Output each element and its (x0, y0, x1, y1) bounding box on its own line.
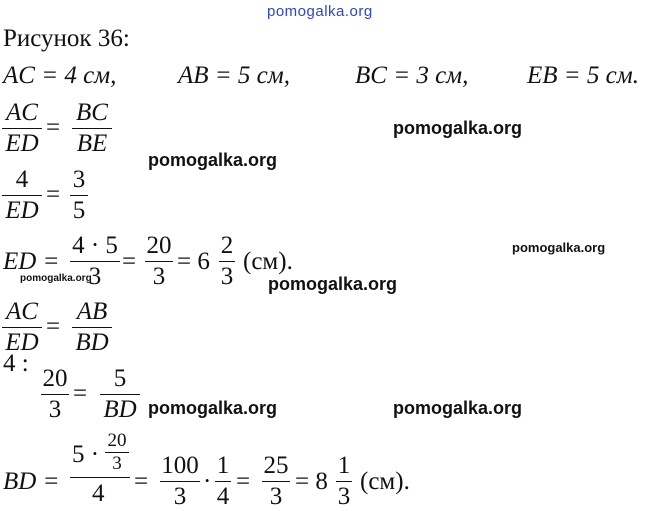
denominator: 3 (173, 483, 187, 510)
fraction-bar (262, 481, 290, 482)
compound-fraction-bar (70, 477, 130, 478)
fraction-20-3 (41, 365, 69, 424)
multiply-dot: · (203, 468, 212, 495)
denominator: 3 (269, 483, 283, 510)
given-ab: AB = 5 см, (178, 62, 290, 89)
equals-six: = 6 (177, 248, 210, 275)
denominator: ED (5, 130, 39, 157)
numerator: 20 (42, 365, 68, 392)
numerator: AB (76, 298, 108, 325)
denominator: 4 (216, 483, 230, 510)
fraction-bar (219, 261, 235, 262)
watermark: pomogalka.org (393, 118, 523, 138)
denominator: 3 (337, 483, 351, 510)
fraction-bar (72, 128, 112, 129)
numerator: 100 (161, 452, 199, 479)
equals-eight: = 8 (295, 468, 328, 495)
numerator: 20 (146, 232, 172, 259)
equals-sign: = (46, 181, 61, 208)
fraction-bar (70, 195, 88, 196)
numerator: AC (6, 99, 38, 126)
fraction-4x5-3 (70, 232, 120, 291)
numerator: 5 (113, 365, 127, 392)
denominator: BE (76, 130, 108, 157)
denominator: BD (103, 396, 137, 423)
fraction-100-3 (160, 452, 200, 511)
fraction-ac-ed (2, 298, 42, 357)
fraction-1-4 (215, 452, 231, 511)
fraction-bar (70, 261, 120, 262)
numerator: 4 (15, 166, 29, 193)
compound-denominator: 4 (92, 480, 105, 507)
given-bc: BC = 3 см, (355, 62, 469, 89)
fraction-4-ed (2, 166, 42, 225)
equals-sign: = (73, 380, 88, 407)
fraction-25-3 (262, 452, 290, 511)
equals-sign: = (46, 313, 61, 340)
numerator: 2 (220, 232, 234, 259)
numerator: 20 (107, 430, 127, 451)
watermark: pomogalka.org (512, 240, 606, 255)
denominator: 3 (112, 453, 122, 474)
denominator: 3 (152, 263, 166, 290)
equals-sign: = (236, 468, 251, 495)
watermark: pomogalka.org (393, 398, 523, 418)
fraction-bar (215, 481, 231, 482)
denominator: 5 (72, 197, 86, 224)
numerator: 25 (263, 452, 289, 479)
numerator: BC (76, 99, 108, 126)
numerator: 1 (216, 452, 230, 479)
numerator: 1 (337, 452, 351, 479)
watermark: pomogalka.org (148, 398, 278, 418)
fraction-bar (2, 195, 42, 196)
equals-sign: = (134, 468, 149, 495)
unit-label: (см). (360, 468, 410, 495)
figure-title: Рисунок 36: (3, 25, 130, 52)
watermark-top: pomogalka.org (267, 3, 373, 20)
given-ac: AC = 4 см, (3, 62, 117, 89)
fraction-bc-be (72, 99, 112, 158)
watermark: pomogalka.org (148, 150, 278, 170)
fraction-bar (160, 481, 200, 482)
denominator: ED (5, 329, 39, 356)
fraction-bar (336, 481, 352, 482)
compound-numerator-left: 5 · (72, 441, 100, 468)
denominator: 3 (48, 396, 62, 423)
numerator: 4 · 5 (72, 232, 118, 259)
fraction-bar (41, 394, 69, 395)
watermark: pomogalka.org (268, 274, 398, 294)
equals-sign: = (122, 248, 137, 275)
denominator: BD (75, 329, 109, 356)
fraction-bar (100, 394, 140, 395)
equals-sign: = (46, 114, 61, 141)
given-eb: EB = 5 см. (527, 62, 639, 89)
mixed-fraction-2-3 (219, 232, 235, 291)
fraction-ac-ed (2, 99, 42, 158)
fraction-bar (2, 327, 42, 328)
numerator: 3 (72, 166, 86, 193)
fraction-bar (72, 327, 112, 328)
denominator: 3 (88, 263, 102, 290)
fraction-bar (2, 128, 42, 129)
denominator: ED (5, 197, 39, 224)
bd-label: BD = (3, 468, 60, 495)
fraction-ab-bd (72, 298, 112, 357)
inner-fraction-20-3 (105, 431, 129, 474)
watermark: pomogalka.org (20, 273, 92, 284)
ed-label: ED = (3, 248, 60, 275)
denominator: 3 (220, 263, 234, 290)
fraction-5-bd (100, 365, 140, 424)
numerator: AC (6, 298, 38, 325)
fraction-20-3 (145, 232, 173, 291)
unit-label: (см). (243, 248, 293, 275)
fraction-bar (145, 261, 173, 262)
fraction-3-5 (70, 166, 88, 225)
four-divided: 4 : (3, 350, 29, 377)
mixed-fraction-1-3 (336, 452, 352, 511)
